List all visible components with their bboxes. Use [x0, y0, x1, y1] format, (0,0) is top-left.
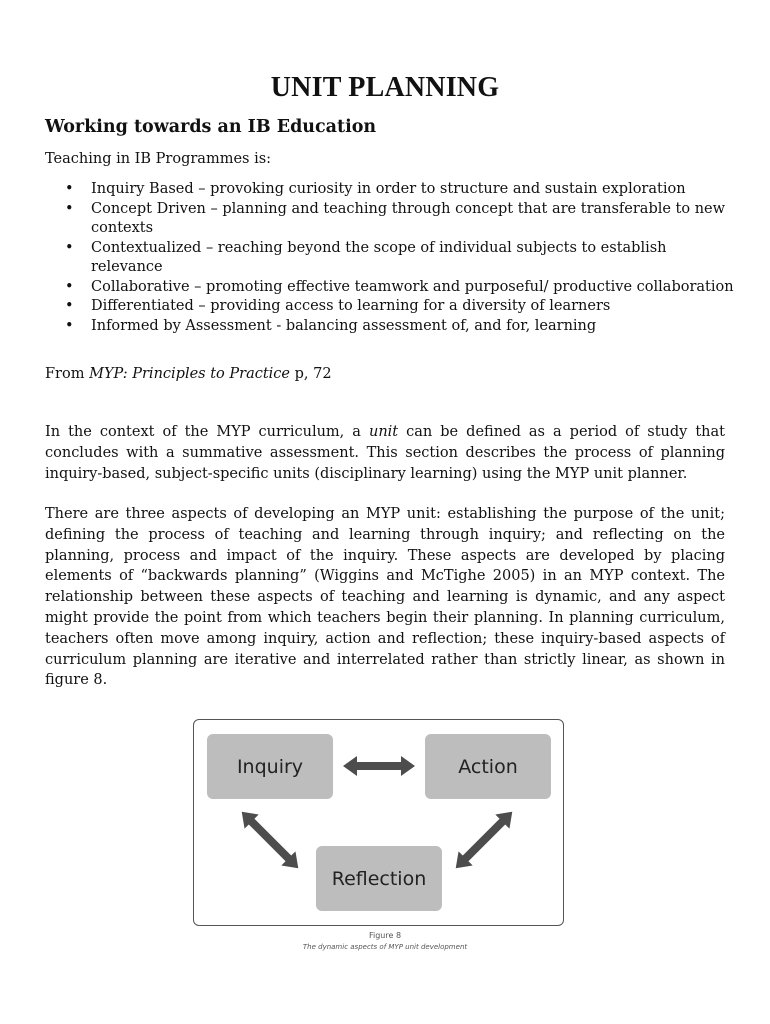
double-arrow-icon: [449, 805, 520, 876]
inquiry-box: Inquiry: [207, 734, 333, 799]
body-paragraph: There are three aspects of developing an MYP unit: establishing the purpose of the unit; defining the process of teaching and learning through inquiry; and reflecting on the planning, process and impact of the inquiry. These aspects are developed by placing elements of “backwards planning” (Wiggins and McTighe 2005) in an MYP context. The relationship between these aspects of teaching and learning is dynamic, and any aspect might provide the point from which teachers begin their planning. In planning curriculum, teachers often move among inquiry, action and reflection; these inquiry-based aspects of curriculum planning are iterative and interrelated rather than strictly linear, as shown in figure 8.: [45, 506, 725, 689]
double-arrow-icon: [235, 805, 306, 876]
intro-text: Teaching in IB Programmes is:: [45, 151, 272, 167]
list-item: • Collaborative – promoting effective teamwork and purposeful/ productive collaboration: [45, 278, 735, 298]
list-item: • Contextualized – reaching beyond the scope of individual subjects to establish relevance: [45, 239, 735, 278]
source-prefix: From: [45, 366, 90, 382]
source-suffix: p, 72: [290, 366, 332, 382]
figure-number: Figure 8: [368, 931, 402, 940]
paragraph-text: In the context of the MYP curriculum, a: [45, 424, 369, 440]
figure-caption: The dynamic aspects of MYP unit development: [302, 943, 468, 951]
list-item: • Inquiry Based – provoking curiosity in order to structure and sustain exploration: [45, 180, 735, 200]
source-work-title: MYP: Principles to Practice: [89, 366, 291, 382]
paragraph-text: can be defined as a period of study that concludes with a summative assessment. This section describes the process of planning inquiry-based, subject-specific units (disciplinary learning) using the MYP unit planner.: [45, 424, 725, 482]
action-box: Action: [425, 734, 551, 799]
list-item: • Differentiated – providing access to learning for a diversity of learners: [45, 297, 735, 317]
section-heading: Working towards an IB Education: [45, 117, 377, 137]
double-arrow-icon: [343, 756, 415, 776]
list-item: • Informed by Assessment - balancing assessment of, and for, learning: [45, 317, 735, 337]
list-item: • Concept Driven – planning and teaching through concept that are transferable to new contexts: [45, 200, 735, 239]
page-title: UNIT PLANNING: [270, 72, 500, 103]
reflection-box: Reflection: [316, 846, 442, 911]
paragraph-term: unit: [368, 424, 399, 440]
